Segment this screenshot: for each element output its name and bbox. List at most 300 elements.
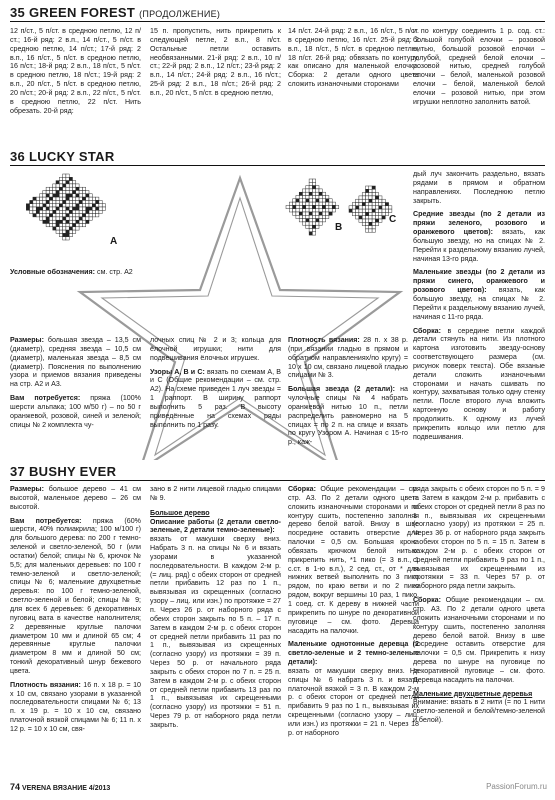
chart-cell [329,209,332,212]
chart-cell [33,197,36,200]
chart-cell [379,219,382,222]
chart-cell [96,207,99,210]
chart-cell [69,217,72,220]
chart-cell [73,224,76,227]
chart-cell [379,212,382,215]
chart-cell [366,203,369,206]
s37-density-heading: Плотность вязания: [10,680,81,689]
chart-cell [309,182,312,185]
chart-cell [359,199,362,202]
chart-cell [312,179,315,182]
chart-cell [326,196,329,199]
chart-cell [296,215,299,218]
chart-cell [56,200,59,203]
chart-cell [316,222,319,225]
density-heading: Плотность вязания: [288,336,360,344]
chart-cell [56,210,59,213]
chart-cell [36,204,39,207]
chart-cell [79,200,82,203]
chart-cell [336,205,339,208]
chart-cell [63,224,66,227]
chart-cell [66,187,69,190]
chart-cell [69,181,72,184]
chart-cell [66,181,69,184]
chart-cell [46,207,49,210]
chart-cell [319,199,322,202]
chart-cell [53,220,56,223]
chart-cell [366,199,369,202]
chart-cell [303,205,306,208]
chart-cell [86,214,89,217]
chart-cell [375,216,378,219]
chart-cell [312,205,315,208]
chart-cell [40,210,43,213]
chart-cell [369,222,372,225]
chart-cell [356,216,359,219]
section-35-title [10,5,220,20]
chart-cell [349,206,352,209]
need-heading: Вам потребуется: [10,394,81,403]
chart-cell [293,205,296,208]
chart-c-label: С [389,214,397,225]
chart-cell [322,196,325,199]
chart-cell [299,212,302,215]
chart-cell [66,237,69,240]
chart-cell [356,199,359,202]
chart-cell [79,207,82,210]
legend-label: Условные обозначения: [10,268,96,276]
chart-cell [46,204,49,207]
chart-cell [293,199,296,202]
chart-cell [66,210,69,213]
chart-cell [82,220,85,223]
chart-cell [369,206,372,209]
chart-cell [86,194,89,197]
chart-cell [372,193,375,196]
chart-cell [326,212,329,215]
chart-cell [369,229,372,232]
chart-cell [56,197,59,200]
chart-cell [326,199,329,202]
chart-cell [389,206,392,209]
section-35-heading: 35 GREEN FOREST [10,5,136,20]
s37-assembly2-heading: Сборка: [413,596,441,605]
chart-cell [46,187,49,190]
chart-cell [303,199,306,202]
chart-cell [303,219,306,222]
chart-cell [322,202,325,205]
section-37-heading: 37 BUSHY EVER [10,464,117,479]
chart-cell [43,197,46,200]
chart-cell [306,212,309,215]
chart-cell [99,200,102,203]
chart-cell [73,230,76,233]
chart-cell [56,230,59,233]
chart-cell [49,214,52,217]
chart-cell [69,220,72,223]
chart-cell [63,233,66,236]
chart-cell [306,225,309,228]
chart-cell [296,205,299,208]
chart-cell [73,217,76,220]
chart-cell [40,207,43,210]
chart-cell [73,200,76,203]
chart-cell [369,212,372,215]
chart-cell [69,200,72,203]
chart-cell [59,187,62,190]
chart-cell [56,220,59,223]
chart-cell [329,199,332,202]
chart-cell [369,226,372,229]
s35-col-4-text: и по контуру соединить 1 р. сод. ст.: большой голубой елочки – розовой нитью, большой розовой елочки – голубой, средней белой елочки – розовой нитью, средней голубой елочки – белой, маленькой розовой елочки – белой, маленькой белой елочки – розовой нитью, при этом игрушки неплотно заполнить ватой. [413,27,545,106]
chart-cell [299,202,302,205]
chart-cell [86,200,89,203]
chart-cell [66,217,69,220]
chart-cell [86,220,89,223]
chart-cell [56,191,59,194]
chart-cell [309,189,312,192]
chart-cell [366,206,369,209]
chart-cell [43,204,46,207]
chart-cell [46,220,49,223]
chart-cell [332,205,335,208]
chart-cell [99,210,102,213]
chart-cell [73,220,76,223]
chart-cell [76,194,79,197]
chart-cell [312,215,315,218]
chart-cell [359,216,362,219]
chart-cell [63,191,66,194]
chart-cell [322,205,325,208]
s37-density-text: 16 п. х 18 р. = 10 х 10 см, связано узорами в указанной последовательности спицами № 6; 13 п. х 19 р. = 10 х 10 см, связано платочной вязкой спицами № 6; 11 п. х 12 р. = 10 х 10 см, свя- [10,680,141,733]
chart-cell [59,184,62,187]
chart-cell [92,204,95,207]
mid-stars-text: вязать, как большую звезду, но на спицах № 2. Перейти к раздельному вязанию лучей, начиная 13-го ряда. [413,228,545,263]
chart-cell [33,210,36,213]
chart-cell [59,230,62,233]
chart-cell [82,204,85,207]
chart-cell [56,227,59,230]
chart-cell [43,214,46,217]
chart-cell [59,181,62,184]
s35-col-3-text: 14 п/ст. 24-й ряд: 2 в.п., 16 п/ст., 5 п/ст. в средною петлю, 16 п/ст. 25-й ряд: 2 в.п., 18 п/ст., 5 п/ст. в средною петлю, 18 п/ст. 26-й ряд: обвязать по контуру, как описано для маленькой елочки. Сборка: 2 детали одного цвета сложить изнаночными сторонами [288,27,419,89]
chart-cell [69,207,72,210]
chart-cell [53,214,56,217]
chart-cell [372,199,375,202]
chart-cell [36,207,39,210]
chart-cell [312,196,315,199]
chart-cell [26,207,29,210]
chart-cell [329,212,332,215]
chart-cell [73,210,76,213]
chart-cell [63,207,66,210]
chart-cell [96,204,99,207]
chart-cell [76,191,79,194]
chart-cell [366,219,369,222]
chart-cell [309,202,312,205]
s35-col-2-text: 15 п. пропустить, нить прикрепить к следующей петле, 2 в.п., 8 п/ст. Остальные петли оставить необвязанными. 21-й ряд: 2 в.п., 10 п/ст.; 22-й ряд: 2 в.п., 12 п/ст.; 23-й ряд: 2 в.п., 14 п/ст.; 24-й ряд: 2 в.п., 16 п/ст.; 25-й ряд: 2 в.п., 18 п/ст.; 26-й ряд: 2 в.п., 20 п/ст., 5 п/ст. в средною петлю, [150,27,281,97]
chart-cell [89,200,92,203]
chart-cell [359,219,362,222]
sizes-text: большая звезда – 13,5 см (диаметр), средняя звезда – 10,5 см (диаметр), маленькая звезда – 8,5 см (диаметр). Пояснения по выполнению узора и приемов вязания приведены на стр. А2 и А3. [10,336,141,389]
chart-cell [369,186,372,189]
chart-cell [33,214,36,217]
chart-cell [63,200,66,203]
patterns-heading: Узоры А, В и С: [150,367,205,376]
chart-cell [66,184,69,187]
chart-cell [53,224,56,227]
chart-cell [56,184,59,187]
chart-cell [49,207,52,210]
chart-cell [73,207,76,210]
chart-cell [69,210,72,213]
chart-cell [102,204,105,207]
chart-cell [63,220,66,223]
chart-cell [49,220,52,223]
chart-cell [66,220,69,223]
chart-c [348,185,397,233]
chart-cell [366,186,369,189]
chart-cell [43,191,46,194]
patterns-text: вязать по схемам А, В и С (Общие рекомендации – см. стр. А2). На схеме приведен 1 луч звезды = 1 раппорт. В ширину раппорт выполнить 5 раз. В высоту приведённые на схемах ряды выполнить по 1 разу. [150,367,281,429]
chart-cell [59,233,62,236]
chart-cell [306,189,309,192]
chart-cell [46,200,49,203]
chart-cell [319,209,322,212]
s36-right-col [413,170,545,441]
chart-cell [312,202,315,205]
chart-cell [372,216,375,219]
chart-cell [76,187,79,190]
s37-need-text: пряжа (60% шерсти, 40% полиакрила; 100 м/100 г) для большого дерева: по 200 г темно-зеленой и светло-зеленой, 50 г (или остатки) белой; спицы № 6, крючок № 5,5; для маленьких деревьев: по 100 г темно-зеленой и светло-зеленой; спицы № 6; маленькие двухцветные деревья: по 100 г темно-зеленой, светло-зеленой и белой; спицы № 9; для всех 6 деревьев: 6 декоративных пуговиц вата в качестве наполнителя; 2 деревянные круглые палочки диаметром 10 мм и длиной 65 см; 4 деревянные круглые палочки диаметром 8 мм и длиной 50 см; тонкий декоративный шнур бежевого цвета. [10,516,141,675]
site-watermark: PassionForum.ru [486,782,547,791]
chart-cell [76,224,79,227]
chart-cell [299,205,302,208]
chart-cell [59,207,62,210]
chart-cell [36,210,39,213]
chart-cell [79,187,82,190]
chart-cell [306,215,309,218]
chart-cell [69,184,72,187]
chart-cell [59,217,62,220]
chart-cell [372,203,375,206]
chart-cell [316,215,319,218]
chart-cell [306,186,309,189]
chart-cell [96,214,99,217]
chart-cell [69,230,72,233]
chart-cell [289,205,292,208]
chart-cell [316,209,319,212]
chart-cell [69,191,72,194]
chart-cell [63,237,66,240]
chart-cell [79,210,82,213]
chart-cell [63,194,66,197]
small-stars-text: вязать, как большую звезду, на спицах № 2. Перейти к раздельному вязанию лучей, начиная с 11-го ряда. [413,286,545,321]
chart-cell [96,197,99,200]
chart-a-label: А [110,236,118,247]
chart-cell [299,192,302,195]
chart-cell [303,192,306,195]
chart-cell [306,202,309,205]
s37-sizes-text: большое дерево – 41 см высотой, маленькое дерево – 26 см высотой. [10,485,141,511]
chart-cell [66,194,69,197]
chart-cell [322,212,325,215]
s36-col-3 [288,336,408,447]
chart-cell [299,199,302,202]
chart-cell [76,207,79,210]
chart-cell [49,191,52,194]
chart-cell [89,214,92,217]
chart-cell [66,174,69,177]
s36-col-2 [150,336,281,429]
chart-cell [59,177,62,180]
chart-cell [366,229,369,232]
chart-cell [369,203,372,206]
density-text: 28 п. х 38 р. (при вязании гладью в прямом и обратном направлениях/по кругу) = 10 х 10 см, связано лицевой гладью спицами № 3. [288,336,408,380]
chart-cell [53,194,56,197]
chart-cell [293,209,296,212]
chart-cell [375,209,378,212]
chart-cell [49,187,52,190]
chart-cell [359,209,362,212]
chart-cell [299,215,302,218]
chart-cell [316,196,319,199]
s35-col-3 [288,27,419,89]
chart-cell [79,197,82,200]
chart-cell [296,199,299,202]
chart-cell [289,202,292,205]
chart-cell [382,209,385,212]
s36-right-text: дый луч закончить раздельно, вязать рядами в прямом и обратном направлениях. Последнюю петлю закрыть. [413,170,545,205]
chart-cell [43,220,46,223]
chart-cell [69,204,72,207]
chart-cell [306,199,309,202]
need-text: пряжа (100% шерсти альпака; 100 м/50 г) – по 50 г оранжевой, розовой, синей и зеленой; спицы № 2 комплекта чу- [10,394,141,429]
chart-cell [389,209,392,212]
chart-cell [102,207,105,210]
chart-cell [296,209,299,212]
chart-cell [66,200,69,203]
chart-cell [375,203,378,206]
chart-cell [46,214,49,217]
chart-cell [59,220,62,223]
chart-cell [366,222,369,225]
chart-cell [306,192,309,195]
chart-cell [322,199,325,202]
chart-cell [296,202,299,205]
section-36-rule [10,165,545,166]
chart-cell [69,187,72,190]
chart-cell [43,207,46,210]
chart-cell [73,204,76,207]
chart-cell [356,203,359,206]
chart-cell [82,217,85,220]
chart-cell [89,210,92,213]
chart-cell [316,189,319,192]
s35-col-4 [413,27,545,107]
s37-col-4-text: ряда закрыть с обеих сторон по 5 п. = 9 п. Затем в каждом 2-м р. прибавить с обеих сторон от средней петли 8 раз по 1 п., вывязывая их скрещенными (согласно узору) из протяжки = 25 п. Через 36 р. от наборного ряда закрыть с обеих сторон по 5 п. = 15 п. Затем в каждом 2-м р. с обеих сторон от средней петли прибавить 9 раз по 1 п., вывязывая их скрещенными из протяжки = 33 п. Через 57 р. от наборного ряда петли закрыть. [413,485,545,591]
chart-cell [66,177,69,180]
chart-cell [82,197,85,200]
chart-cell [26,204,29,207]
chart-cell [40,194,43,197]
chart-cell [375,196,378,199]
chart-cell [63,184,66,187]
chart-cell [53,197,56,200]
magazine-name: VERENA ВЯЗАНИЕ 4/2013 [21,785,111,792]
chart-cell [59,210,62,213]
chart-cell [53,207,56,210]
chart-cell [303,215,306,218]
chart-cell [369,193,372,196]
chart-cell [309,225,312,228]
chart-cell [59,214,62,217]
chart-cell [33,207,36,210]
assembly-text: в середине петли каждой детали стянуть на нити. Из плотного картона изготовить звезду-основу соответствующего размера (см. рисунок поверх текста). Обе вязаные детали сложить изнаночными сторонами и начать сшивать по контуру, захватывая только одну стенку петли. После второго луча вложить картонную основу и работу продолжить. К одному из лучей прикрепить кольцо или петлю для подвешивания. [413,326,545,441]
section-36-title [10,149,115,164]
chart-cell [76,220,79,223]
chart-cell [322,215,325,218]
chart-cell [309,212,312,215]
chart-cell [56,214,59,217]
chart-cell [43,200,46,203]
chart-cell [30,204,33,207]
chart-cell [40,214,43,217]
chart-cell [56,194,59,197]
chart-cell [53,187,56,190]
chart-cell [59,200,62,203]
chart-cell [362,199,365,202]
chart-cell [375,199,378,202]
chart-cell [362,203,365,206]
chart-cell [73,197,76,200]
chart-cell [63,230,66,233]
chart-cell [79,204,82,207]
chart-cell [49,217,52,220]
chart-cell [30,207,33,210]
s37-assembly-text: Общие рекомендации – см. стр. А3. По 2 детали одного цвета сложить изнаночными сторонами и по контуру сшить, постепенно заполняя дерево белой ватой. Внизу в шве посредине оставить отверстие для палочки = 0,5 см. Большая крона обвязать крючком белой нитью: прикрепить нить, *1 пико (= 3 в.п., 1 с.ст. в 1-ю в.п.), 2 сед. ст., от * для нижних ветвей выполнить по 3 пико рядом, по краю ветви и по 2 пико рядом, вокруг вершины 10 раз, 1 пико, 1 соед. ст. К дереву в нижней части прикрепить по шнуре по декоративной пуговице – см. фото. Деревца насадить на палочки. [288,485,419,635]
chart-cell [56,224,59,227]
chart-cell [359,203,362,206]
chart-cell [309,196,312,199]
chart-cell [319,212,322,215]
chart-cell [63,181,66,184]
chart-cell [362,222,365,225]
chart-cell [366,216,369,219]
chart-cell [76,184,79,187]
chart-cell [349,209,352,212]
chart-cell [312,229,315,232]
s37-col-4 [413,485,545,725]
chart-cell [46,210,49,213]
chart-cell [319,189,322,192]
chart-cell [332,209,335,212]
chart-cell [329,202,332,205]
chart-cell [66,197,69,200]
small-trees-heading: Маленькие однотонные деревца (2 светло-зеленые и 2 темно-зеленые детали): [288,640,419,667]
section-36-heading: 36 LUCKY STAR [10,149,115,164]
chart-cell [312,219,315,222]
chart-cell [43,217,46,220]
chart-cell [76,197,79,200]
two-tone-trees-text: Внимание: вязать в 2 нити (= по 1 нити светло-зеленой и белой/темно-зеленой и белой). [413,698,545,725]
chart-cell [40,217,43,220]
section-37-rule [10,480,545,481]
chart-cell [306,219,309,222]
small-trees-text: вязать от макушки сверху вниз. На спицы № 6 набрать 3 п. и вязать платочной вязкой = 3 п. В каждом 2-м р. с обеих сторон от средней петли прибавить 9 раз по 1 п., вывязывая их скрещенными (согласно узору – лиц. или изн.) из протяжки = 21 п. Через 18 р. от наборного [288,666,419,737]
chart-cell [372,219,375,222]
chart-cell [319,215,322,218]
